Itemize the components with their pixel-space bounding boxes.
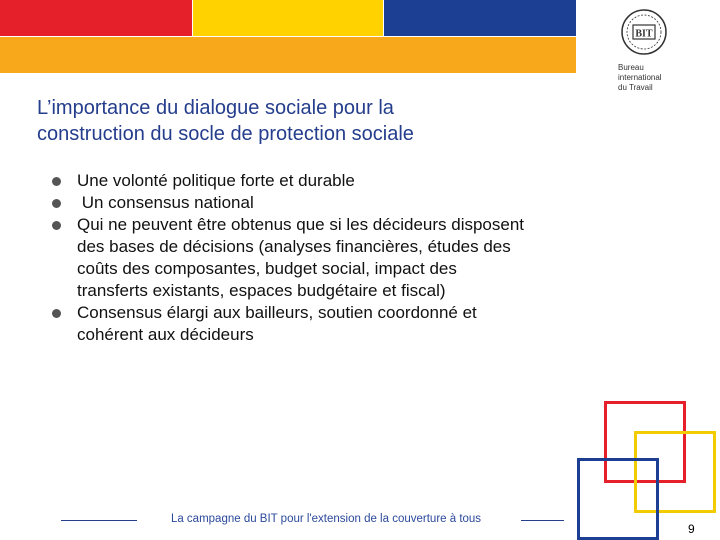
bullet-text: Qui ne peuvent être obtenus que si les décideurs disposent [77,215,525,234]
bullet-text: Une volonté politique forte et durable [77,171,355,190]
bullet-dot-icon [52,199,61,208]
bullet-dot-icon [52,221,61,230]
header-band-orange [0,37,576,73]
logo-line: international [618,73,662,82]
logo-text [618,63,662,93]
bullet-text: coûts des composantes, budget social, impact des [77,259,457,278]
ilo-emblem-icon [620,8,668,56]
bullet-item [48,170,618,192]
bullet-text: transferts existants, espaces budgétaire et fiscal) [77,281,446,300]
logo-line: du Travail [618,83,653,92]
footer-rule-left [61,520,137,521]
ilo-logo [612,8,702,100]
bullet-dot-icon [52,177,61,186]
footer-rule-right [521,520,564,521]
bullet-item [48,192,618,214]
header-band-blue [384,0,576,36]
bullet-list [48,170,618,346]
title-line: construction du socle de protection sociale [37,123,414,145]
bullet-text: cohérent aux décideurs [77,325,254,344]
bullet-text: des bases de décisions (analyses financières, études des [77,237,511,256]
logo-emblem-text: BIT [635,28,653,40]
header-band-yellow [193,0,383,36]
bullet-item [48,302,618,346]
bullet-item [48,214,618,302]
slide-title [37,95,597,147]
bullet-dot-icon [52,309,61,318]
title-line: L’importance du dialogue sociale pour la [37,97,394,119]
bullet-text: Un consensus national [77,193,254,212]
bullet-text: Consensus élargi aux bailleurs, soutien coordonné et [77,303,477,322]
logo-line: Bureau [618,63,644,72]
page-number: 9 [688,522,695,536]
footer-text: La campagne du BIT pour l'extension de la couverture à tous [170,513,482,525]
header-band-red [0,0,192,36]
decorative-square-blue [577,458,659,540]
